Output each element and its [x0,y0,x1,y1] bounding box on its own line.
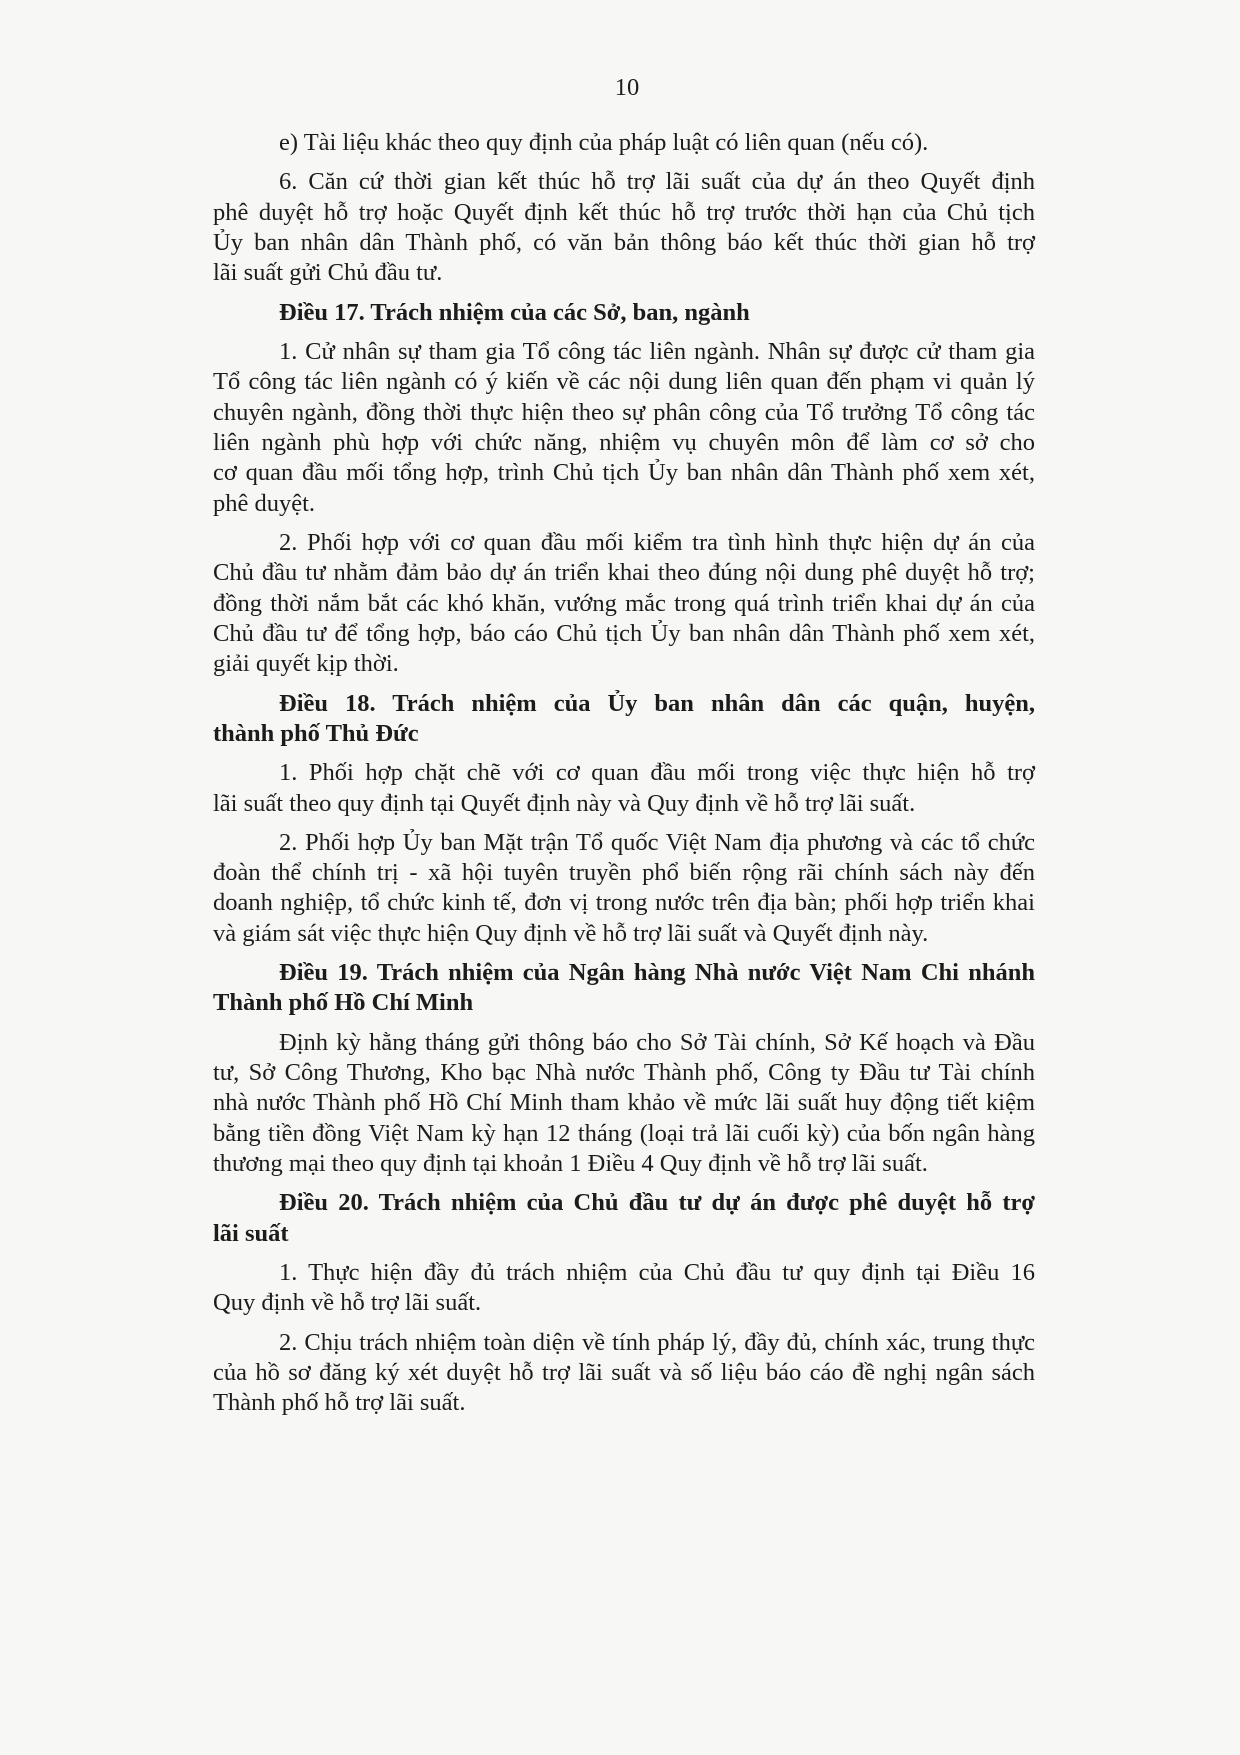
heading-line: lãi suất [213,1219,289,1247]
text-line: 2. Phối hợp Ủy ban Mặt trận Tổ quốc Việt Nam địa phương và các tổ chức [279,828,1035,856]
item-e-paragraph [213,128,1035,158]
article-18-heading [213,689,1035,750]
text-line: của hồ sơ đăng ký xét duyệt hỗ trợ lãi suất và số liệu báo cáo đề nghị ngân sách [213,1359,1035,1387]
page-number: 10 [614,74,640,101]
document-body [213,128,1035,1419]
heading-line: Thành phố Hồ Chí Minh [213,989,474,1017]
heading-line: Điều 18. Trách nhiệm của Ủy ban nhân dân các quận, huyện, [279,689,1035,717]
article-20-heading [213,1188,1035,1249]
article-17-clause-2 [213,528,1035,679]
text-line: 6. Căn cứ thời gian kết thúc hỗ trợ lãi suất của dự án theo Quyết định [279,168,1035,196]
text-line: và giám sát việc thực hiện Quy định về hỗ trợ lãi suất và Quyết định này. [213,919,929,947]
text-line: e) Tài liệu khác theo quy định của pháp luật có liên quan (nếu có). [279,129,929,156]
article-17-heading [213,298,1035,328]
text-line: nhà nước Thành phố Hồ Chí Minh tham khảo về mức lãi suất huy động tiết kiệm [213,1089,1035,1117]
article-19-body [213,1028,1035,1179]
article-20-clause-2 [213,1328,1035,1419]
text-line: phê duyệt. [213,489,316,517]
text-line: Thành phố hỗ trợ lãi suất. [213,1389,466,1417]
text-line: Định kỳ hằng tháng gửi thông báo cho Sở Tài chính, Sở Kế hoạch và Đầu [279,1028,1035,1056]
text-line: lãi suất theo quy định tại Quyết định này và Quy định về hỗ trợ lãi suất. [213,789,916,817]
heading-line: Điều 20. Trách nhiệm của Chủ đầu tư dự án được phê duyệt hỗ trợ [279,1189,1035,1217]
text-line: doanh nghiệp, tổ chức kinh tế, đơn vị trong nước trên địa bàn; phối hợp triển khai [213,889,1035,917]
text-line: giải quyết kịp thời. [213,650,399,678]
text-line: bằng tiền đồng Việt Nam kỳ hạn 12 tháng (loại trả lãi cuối kỳ) của bốn ngân hàng [213,1119,1035,1147]
text-line: tư, Sở Công Thương, Kho bạc Nhà nước Thành phố, Công ty Đầu tư Tài chính [213,1059,1035,1087]
text-line: lãi suất gửi Chủ đầu tư. [213,259,443,287]
text-line: 1. Cử nhân sự tham gia Tổ công tác liên ngành. Nhân sự được cử tham gia [279,338,1035,366]
article-19-heading [213,958,1035,1019]
article-17-clause-1 [213,337,1035,519]
heading-line: thành phố Thủ Đức [213,719,419,747]
text-line: thương mại theo quy định tại khoản 1 Điều 4 Quy định về hỗ trợ lãi suất. [213,1150,928,1178]
clause-6-paragraph [213,167,1035,288]
text-line: phê duyệt hỗ trợ hoặc Quyết định kết thúc hỗ trợ trước thời hạn của Chủ tịch [213,198,1035,226]
heading-line: Điều 17. Trách nhiệm của các Sở, ban, ngành [279,298,750,326]
text-line: Chủ đầu tư nhằm đảm bảo dự án triển khai theo đúng nội dung phê duyệt hỗ trợ; [213,559,1035,587]
text-line: đồng thời nắm bắt các khó khăn, vướng mắc trong quá trình triển khai dự án của [213,589,1035,617]
heading-line: Điều 19. Trách nhiệm của Ngân hàng Nhà nước Việt Nam Chi nhánh [279,959,1035,987]
text-line: cơ quan đầu mối tổng hợp, trình Chủ tịch Ủy ban nhân dân Thành phố xem xét, [213,459,1035,487]
text-line: chuyên ngành, đồng thời thực hiện theo sự phân công của Tổ trưởng Tổ công tác [213,398,1035,426]
article-18-clause-1 [213,758,1035,819]
article-18-clause-2 [213,828,1035,949]
text-line: đoàn thể chính trị - xã hội tuyên truyền phổ biến rộng rãi chính sách này đến [213,859,1035,887]
text-line: Quy định về hỗ trợ lãi suất. [213,1289,482,1317]
text-line: 2. Chịu trách nhiệm toàn diện về tính pháp lý, đầy đủ, chính xác, trung thực [279,1328,1035,1356]
text-line: Ủy ban nhân dân Thành phố, có văn bản thông báo kết thúc thời gian hỗ trợ [213,228,1035,256]
text-line: 1. Thực hiện đầy đủ trách nhiệm của Chủ đầu tư quy định tại Điều 16 [279,1259,1035,1287]
text-line: Chủ đầu tư để tổng hợp, báo cáo Chủ tịch Ủy ban nhân dân Thành phố xem xét, [213,619,1035,647]
text-line: Tổ công tác liên ngành có ý kiến về các nội dung liên quan đến phạm vi quản lý [213,368,1035,396]
article-20-clause-1 [213,1258,1035,1319]
text-line: liên ngành phù hợp với chức năng, nhiệm vụ chuyên môn để làm cơ sở cho [213,428,1035,456]
text-line: 2. Phối hợp với cơ quan đầu mối kiểm tra tình hình thực hiện dự án của [279,528,1035,556]
text-line: 1. Phối hợp chặt chẽ với cơ quan đầu mối trong việc thực hiện hỗ trợ [279,759,1035,787]
